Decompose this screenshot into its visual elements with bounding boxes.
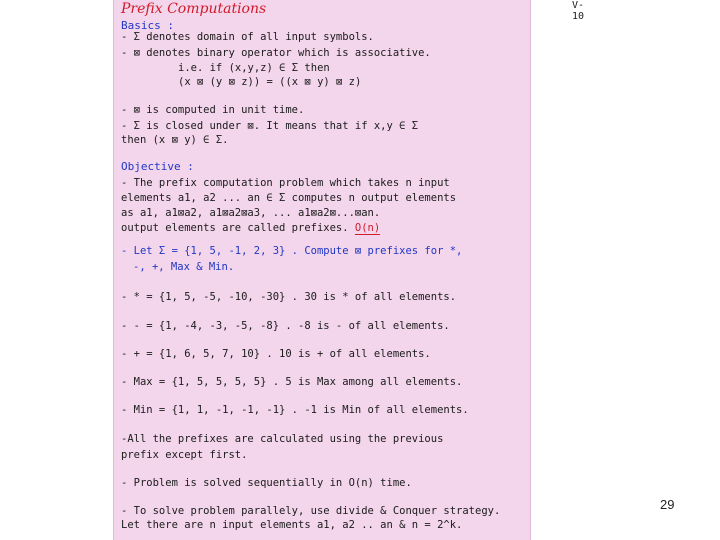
example-line: - Let Σ = {1, 5, -1, 2, 3} . Compute ⊠ prefixes for *, [121, 245, 463, 257]
basics-heading: Basics : [121, 19, 174, 32]
basics-line: i.e. if (x,y,z) ∈ Σ then [178, 62, 330, 74]
objective-line: as a1, a1⊠a2, a1⊠a2⊠a3, ... a1⊠a2⊠...⊠an. [121, 207, 381, 219]
result-line: - - = {1, -4, -3, -5, -8} . -8 is - of all elements. [121, 320, 450, 332]
basics-line: - ⊠ denotes binary operator which is associative. [121, 47, 431, 59]
result-line: - * = {1, 5, -5, -10, -30} . 30 is * of all elements. [121, 291, 457, 303]
note-line: - To solve problem parallely, use divide & Conquer strategy. [121, 505, 501, 517]
note-line: prefix except first. [121, 449, 248, 461]
basics-line: then (x ⊠ y) ∈ Σ. [121, 134, 229, 146]
complexity-label: O(n) [354, 222, 381, 234]
result-line: - Min = {1, 1, -1, -1, -1} . -1 is Min of all elements. [121, 404, 469, 416]
sheet-number: V-10 [572, 0, 585, 22]
page-number: 29 [660, 497, 675, 512]
note-line: -All the prefixes are calculated using the previous [121, 433, 444, 445]
objective-heading: Objective : [121, 160, 194, 173]
result-line: - + = {1, 6, 5, 7, 10} . 10 is + of all elements. [121, 348, 431, 360]
basics-line: (x ⊠ (y ⊠ z)) = ((x ⊠ y) ⊠ z) [178, 76, 362, 88]
basics-line: - Σ denotes domain of all input symbols. [121, 31, 374, 43]
result-line: - Max = {1, 5, 5, 5, 5} . 5 is Max among all elements. [121, 376, 463, 388]
objective-line: elements a1, a2 ... an ∈ Σ computes n output elements [121, 192, 457, 204]
objective-line [121, 222, 380, 235]
note-line: - Problem is solved sequentially in O(n) time. [121, 477, 412, 489]
page-title: Prefix Computations [121, 1, 267, 17]
basics-line: - ⊠ is computed in unit time. [121, 104, 305, 116]
basics-line: - Σ is closed under ⊠. It means that if x,y ∈ Σ [121, 120, 419, 132]
handwritten-notes-page [113, 0, 585, 540]
objective-line-text: output elements are called prefixes. [121, 222, 349, 234]
note-line: Let there are n input elements a1, a2 .. an & n = 2^k. [121, 519, 463, 531]
objective-line: - The prefix computation problem which takes n input [121, 177, 450, 189]
example-line: -, +, Max & Min. [133, 261, 235, 273]
